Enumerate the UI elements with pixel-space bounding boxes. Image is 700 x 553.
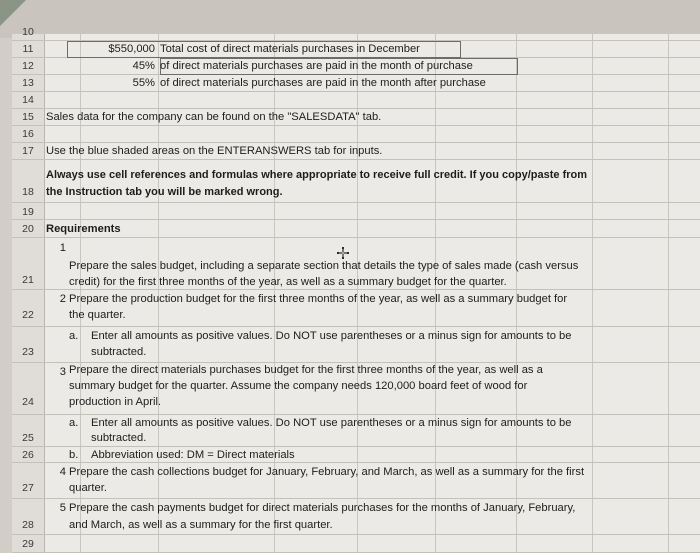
sub-item-label[interactable]: a. xyxy=(69,330,79,342)
row-number[interactable]: 25 xyxy=(22,432,34,444)
row-number[interactable]: 11 xyxy=(22,43,34,55)
text-cell[interactable]: of direct materials purchases are paid in the month of purchase xyxy=(160,60,473,72)
row-number[interactable]: 23 xyxy=(22,346,34,358)
requirement-text[interactable]: summary budget for the quarter. Assume the company needs 120,000 board feet of wood for xyxy=(69,380,528,392)
column-divider xyxy=(592,34,593,553)
row-number[interactable]: 13 xyxy=(22,77,34,89)
sub-item-label[interactable]: a. xyxy=(69,417,79,429)
row-number[interactable]: 15 xyxy=(22,111,34,123)
requirement-text[interactable]: Enter all amounts as positive values. Do NOT use parentheses or a minus sign for amounts to be xyxy=(91,417,572,429)
requirement-text[interactable]: production in April. xyxy=(69,396,162,408)
text-cell[interactable]: of direct materials purchases are paid in the month after purchase xyxy=(160,77,486,89)
row-number[interactable]: 10 xyxy=(22,26,34,38)
spreadsheet-top-strip xyxy=(0,0,700,38)
spreadsheet-grid xyxy=(12,26,700,553)
requirement-text[interactable]: and March, as well as a summary for the first quarter. xyxy=(69,519,333,531)
row-number[interactable]: 27 xyxy=(22,482,34,494)
requirements-heading[interactable]: Requirements xyxy=(46,223,121,235)
text-cell[interactable]: Use the blue shaded areas on the ENTERANSWERS tab for inputs. xyxy=(46,145,383,157)
requirement-number[interactable]: 1 xyxy=(59,242,66,254)
requirement-number[interactable]: 5 xyxy=(59,502,66,514)
amount-cell[interactable]: 55% xyxy=(132,77,155,89)
amount-cell[interactable]: 45% xyxy=(132,60,155,72)
cell-cursor-icon xyxy=(337,247,349,259)
requirement-text[interactable]: the quarter. xyxy=(69,309,126,321)
requirement-text[interactable]: subtracted. xyxy=(91,346,147,358)
requirement-text[interactable]: quarter. xyxy=(69,482,107,494)
requirement-text[interactable]: Prepare the sales budget, including a separate section that details the type of sales made (cash versus xyxy=(69,260,579,272)
row-number[interactable]: 12 xyxy=(22,60,34,72)
instruction-line[interactable]: the Instruction tab you will be marked wrong. xyxy=(46,186,283,198)
row-number[interactable]: 24 xyxy=(22,396,34,408)
select-all-corner[interactable] xyxy=(0,0,26,26)
row-number[interactable]: 14 xyxy=(22,94,34,106)
instruction-line[interactable]: Always use cell references and formulas where appropriate to receive full credit. If you copy/paste from xyxy=(46,169,588,181)
row-number[interactable]: 28 xyxy=(22,519,34,531)
text-cell[interactable]: Total cost of direct materials purchases in December xyxy=(160,43,420,55)
sub-item-label[interactable]: b. xyxy=(69,449,79,461)
requirement-text[interactable]: Prepare the cash payments budget for direct materials purchases for the months of January, February, xyxy=(69,502,576,514)
row-number[interactable]: 21 xyxy=(22,274,34,286)
text-cell[interactable]: Sales data for the company can be found on the "SALESDATA" tab. xyxy=(46,111,382,123)
requirement-number[interactable]: 4 xyxy=(59,466,66,478)
requirement-text[interactable]: subtracted. xyxy=(91,432,147,444)
requirement-text[interactable]: Prepare the production budget for the first three months of the year, as well as a summary budget for xyxy=(69,293,568,305)
row-number[interactable]: 18 xyxy=(22,186,34,198)
column-divider xyxy=(668,34,669,553)
requirement-text[interactable]: credit) for the first three months of the year, as well as a summary budget for the quarter. xyxy=(69,276,507,288)
requirement-text[interactable]: Enter all amounts as positive values. Do NOT use parentheses or a minus sign for amounts to be xyxy=(91,330,572,342)
requirement-text[interactable]: Abbreviation used: DM = Direct materials xyxy=(91,449,295,461)
requirement-text[interactable]: Prepare the cash collections budget for January, February, and March, as well as a summary for the first xyxy=(69,466,585,478)
requirement-text[interactable]: Prepare the direct materials purchases budget for the first three months of the year, as well as a xyxy=(69,364,543,376)
row-number[interactable]: 26 xyxy=(22,449,34,461)
requirement-number[interactable]: 2 xyxy=(59,293,66,305)
row-number[interactable]: 19 xyxy=(22,206,34,218)
row-number[interactable]: 29 xyxy=(22,538,34,550)
requirement-number[interactable]: 3 xyxy=(59,366,66,378)
row-number[interactable]: 22 xyxy=(22,309,34,321)
row-number[interactable]: 20 xyxy=(22,223,34,235)
amount-cell[interactable]: $550,000 xyxy=(108,43,155,55)
row-number[interactable]: 17 xyxy=(22,145,34,157)
row-number[interactable]: 16 xyxy=(22,128,34,140)
